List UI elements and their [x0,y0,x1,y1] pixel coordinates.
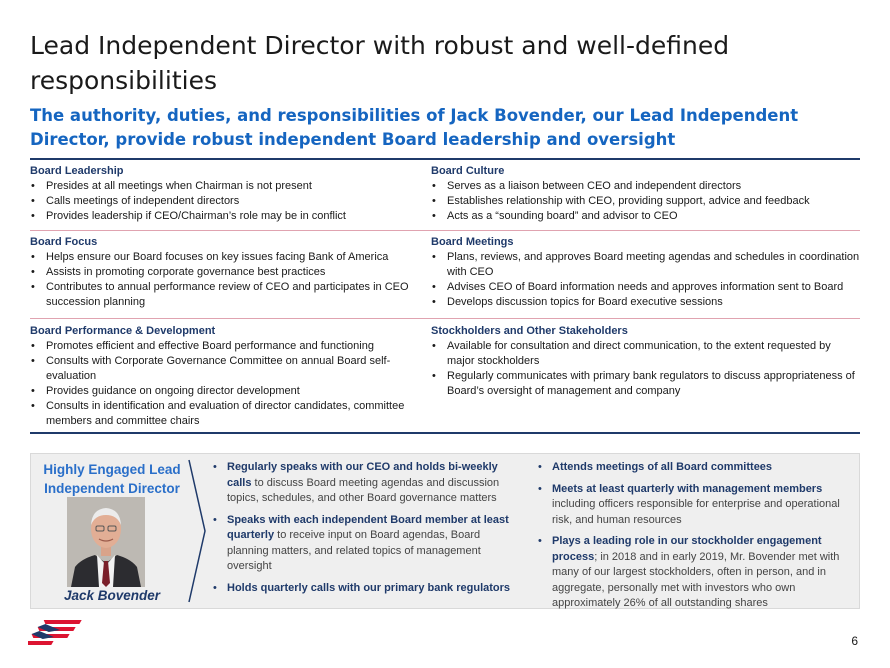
director-portrait [67,497,145,587]
list-item: • Advises CEO of Board information needs and approves information sent to Board [431,280,861,295]
list-item: • Establishes relationship with CEO, providing support, advice and feedback [431,194,861,209]
section-heading: Board Performance & Development [30,325,216,337]
section-divider [30,230,860,231]
section-heading: Board Focus [30,236,98,248]
list-item: • Attends meetings of all Board committees [536,460,856,476]
section-board-meetings [431,235,861,310]
section-heading: Stockholders and Other Stakeholders [431,325,628,337]
highlight-title: Highly Engaged Lead Independent Director [43,462,181,496]
section-board-focus [30,235,425,310]
list-item: • Meets at least quarterly with management members including officers responsible for enterprise and operational risk, and human resources [536,482,856,529]
list-item: • Provides leadership if CEO/Chairman’s role may be in conflict [30,209,425,224]
list-item: • Consults in identification and evaluation of director candidates, committee members and committee chairs [30,399,425,429]
portrait-illustration [67,497,145,587]
bank-of-america-flag-logo [28,616,84,646]
list-item: • Regularly speaks with our CEO and holds bi-weekly calls to discuss Board meeting agendas and discussion topics, schedules, and other Board governance matters [211,460,521,507]
bottom-divider [30,432,860,434]
engagement-column-2 [536,460,856,618]
page-subtitle: The authority, duties, and responsibilities of Jack Bovender, our Lead Independent Director, provide robust independent Board leadership and oversight [30,106,799,149]
list-item: • Assists in promoting corporate governance best practices [30,265,425,280]
list-item: • Plans, reviews, and approves Board meeting agendas and schedules in coordination with CEO [431,250,861,280]
list-item: • Regularly communicates with primary bank regulators to discuss appropriateness of Board’s oversight of management and company [431,369,861,399]
chevron-right-icon [185,458,209,604]
section-heading: Board Meetings [431,236,514,248]
top-divider [30,158,860,160]
list-item: • Develops discussion topics for Board executive sessions [431,295,861,310]
list-item: • Calls meetings of independent directors [30,194,425,209]
list-item: • Helps ensure our Board focuses on key issues facing Bank of America [30,250,425,265]
section-heading: Board Culture [431,165,505,177]
list-item: • Plays a leading role in our stockholder engagement process; in 2018 and in early 2019, Mr. Bovender met with many of our largest stockholders, often in person, and in aggregate, personally met with investors who own approximately 26% of all outstanding shares [536,534,856,612]
section-board-culture [431,164,861,224]
list-item: • Available for consultation and direct communication, to the extent requested by major stockholders [431,339,861,369]
engagement-panel [30,453,860,609]
section-stockholders [431,324,861,399]
section-board-leadership [30,164,425,224]
engagement-column-1 [211,460,521,602]
section-heading: Board Leadership [30,165,124,177]
list-item: • Presides at all meetings when Chairman is not present [30,179,425,194]
list-item: • Speaks with each independent Board member at least quarterly to receive input on Board agendas, Board planning matters, and related topics of management oversight [211,513,521,575]
director-name-caption: Jack Bovender [63,588,161,603]
section-divider [30,318,860,319]
list-item: • Holds quarterly calls with our primary bank regulators [211,581,521,597]
list-item: • Promotes efficient and effective Board performance and functioning [30,339,425,354]
page-number: 6 [851,634,858,648]
list-item: • Consults with Corporate Governance Committee on annual Board self-evaluation [30,354,425,384]
list-item: • Provides guidance on ongoing director development [30,384,425,399]
page-title: Lead Independent Director with robust and well-defined responsibilities [30,31,730,95]
section-board-performance [30,324,425,429]
list-item: • Contributes to annual performance review of CEO and participates in CEO succession planning [30,280,425,310]
list-item: • Serves as a liaison between CEO and independent directors [431,179,861,194]
list-item: • Acts as a “sounding board” and advisor to CEO [431,209,861,224]
